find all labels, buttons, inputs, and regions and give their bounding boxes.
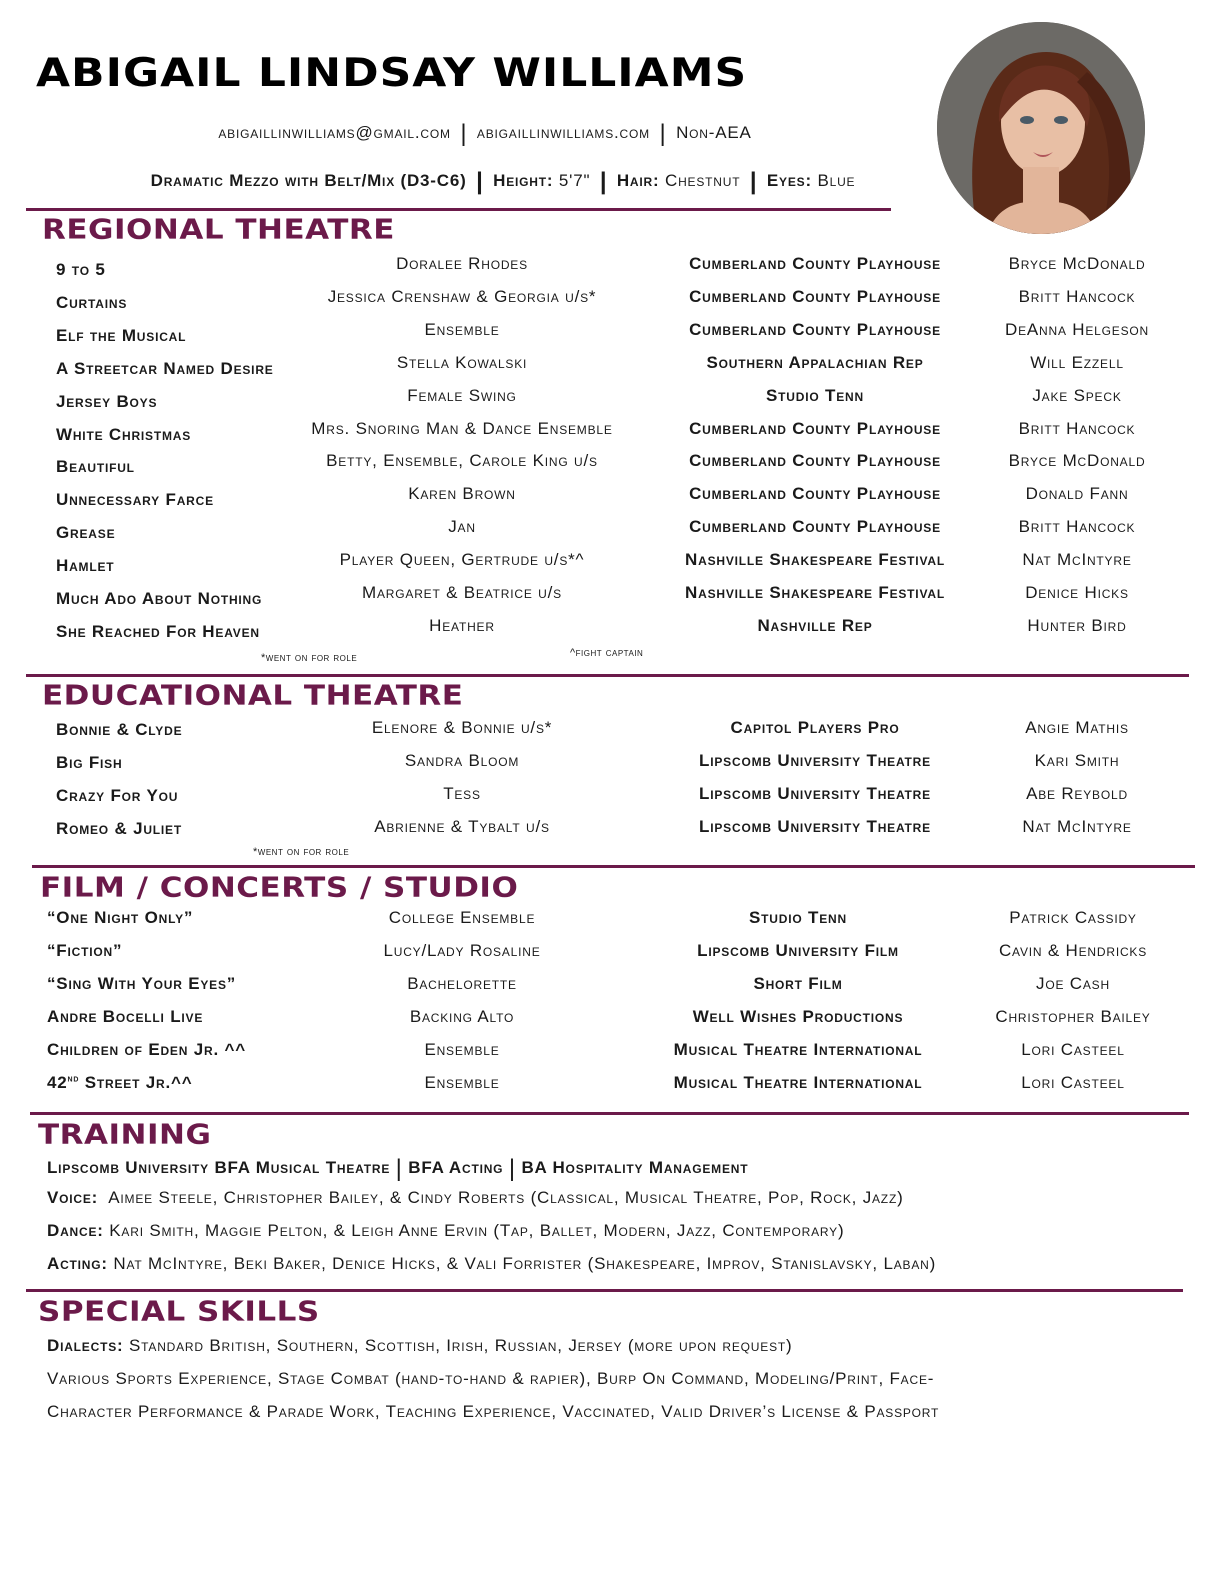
credit-venue: Cumberland County Playhouse xyxy=(689,484,941,504)
dance-teachers: Kari Smith, Maggie Pelton, & Leigh Anne Ervin (Tap, Ballet, Modern, Jazz, Contemporary) xyxy=(109,1221,845,1240)
credit-role: Jan xyxy=(448,517,476,537)
credit-director: Lori Casteel xyxy=(1021,1072,1125,1092)
credit-venue: Cumberland County Playhouse xyxy=(689,286,941,306)
dialects-label: Dialects: xyxy=(47,1336,124,1355)
footnote-went-on: *went on for role xyxy=(261,652,358,664)
hair-value: Chestnut xyxy=(665,171,741,190)
credit-row xyxy=(0,583,1216,611)
training-acting xyxy=(47,1254,936,1274)
credit-venue: Studio Tenn xyxy=(749,908,847,927)
credit-show-number: 42 xyxy=(47,1072,68,1092)
credit-show: Elf the Musical xyxy=(56,325,187,345)
height-label: Height: xyxy=(493,171,554,190)
credit-director: Will Ezzell xyxy=(1030,352,1124,372)
credit-show: Curtains xyxy=(56,292,128,312)
credit-director: Joe Cash xyxy=(1036,973,1110,993)
stats-line xyxy=(38,168,968,196)
credit-director: Cavin & Hendricks xyxy=(998,940,1148,960)
credit-venue: Cumberland County Playhouse xyxy=(689,319,941,339)
credit-director: Kari Smith xyxy=(1034,750,1120,770)
credit-row xyxy=(0,320,1216,348)
credit-row xyxy=(0,908,1216,936)
credit-role: Ensemble xyxy=(424,1039,500,1059)
credit-row xyxy=(0,784,1216,812)
credit-role: Sandra Bloom xyxy=(404,750,520,770)
credit-director: Christopher Bailey xyxy=(995,1006,1151,1026)
footnote-fight-captain: ^fight captain xyxy=(570,647,644,659)
credit-director: Jake Speck xyxy=(1032,385,1122,405)
voice-type: Dramatic Mezzo with Belt/Mix (D3-C6) xyxy=(150,171,467,190)
credit-role: Doralee Rhodes xyxy=(396,254,528,273)
divider xyxy=(30,1112,1189,1115)
credit-row xyxy=(0,451,1216,479)
credit-show: Romeo & Juliet xyxy=(56,818,182,838)
credit-show-rest: Street Jr.^^ xyxy=(79,1072,193,1092)
website[interactable]: abigaillinwilliams.com xyxy=(476,123,650,142)
credit-row xyxy=(0,254,1216,282)
credit-venue: Musical Theatre International xyxy=(673,1039,923,1059)
credit-role: Ensemble xyxy=(424,319,500,339)
credit-show: Children of Eden Jr. ^^ xyxy=(47,1039,246,1059)
voice-teachers: Aimee Steele, Christopher Bailey, & Cindy Roberts (Classical, Musical Theatre, Pop, Rock, Jazz) xyxy=(108,1188,904,1207)
credit-venue: Lipscomb University Theatre xyxy=(699,750,931,770)
credit-row xyxy=(0,718,1216,746)
credit-row xyxy=(0,1073,1216,1101)
acting-teachers: Nat McIntyre, Beki Baker, Denice Hicks, & Vali Forrister (Shakespeare, Improv, Stanislavsky, Laban) xyxy=(113,1254,937,1273)
separator: | xyxy=(659,120,667,147)
credit-show: “One Night Only” xyxy=(47,908,194,927)
credit-director: Britt Hancock xyxy=(1018,418,1136,438)
credit-venue: Lipscomb University Theatre xyxy=(699,783,931,803)
credit-show: Jersey Boys xyxy=(56,391,158,411)
separator: | xyxy=(460,120,468,147)
credit-row xyxy=(0,484,1216,512)
credit-director: Denice Hicks xyxy=(1025,583,1129,602)
footnote-went-on: *went on for role xyxy=(253,846,350,858)
credit-director: DeAnna Helgeson xyxy=(1005,319,1149,339)
divider xyxy=(26,1289,1183,1292)
credit-show: She Reached For Heaven xyxy=(56,621,260,641)
hair-label: Hair: xyxy=(616,171,660,190)
credit-role: College Ensemble xyxy=(388,908,536,927)
divider xyxy=(26,208,891,211)
email[interactable]: abigaillinwilliams@gmail.com xyxy=(218,123,451,142)
contact-line xyxy=(0,120,970,148)
credit-venue: Musical Theatre International xyxy=(673,1072,923,1092)
credit-role: Ensemble xyxy=(424,1072,500,1092)
credit-director: Nat McIntyre xyxy=(1022,816,1132,836)
credit-role: Player Queen, Gertrude u/s*^ xyxy=(339,550,585,570)
degree-musical-theatre: Lipscomb University BFA Musical Theatre xyxy=(47,1158,391,1177)
credit-venue: Studio Tenn xyxy=(766,385,864,405)
acting-label: Acting: xyxy=(47,1254,108,1273)
credit-venue: Lipscomb University Theatre xyxy=(699,816,931,836)
credit-venue: Short Film xyxy=(753,973,843,993)
credit-venue: Nashville Shakespeare Festival xyxy=(685,550,945,570)
credit-row xyxy=(0,1007,1216,1035)
film-heading: FILM / CONCERTS / STUDIO xyxy=(40,872,519,904)
training-voice xyxy=(47,1188,904,1208)
credit-director: Abe Reybold xyxy=(1026,783,1128,803)
skills-line-3: Character Performance & Parade Work, Teaching Experience, Vaccinated, Valid Driver’s License & Passport xyxy=(47,1402,940,1421)
credit-row xyxy=(0,974,1216,1002)
actor-name: ABIGAIL LINDSAY WILLIAMS xyxy=(36,50,748,96)
credit-show: White Christmas xyxy=(56,424,192,444)
credit-venue: Well Wishes Productions xyxy=(692,1006,904,1026)
dance-label: Dance: xyxy=(47,1221,104,1240)
credit-role: Betty, Ensemble, Carole King u/s xyxy=(326,451,598,471)
credit-director: Patrick Cassidy xyxy=(1009,908,1137,927)
credit-show: Much Ado About Nothing xyxy=(56,589,263,608)
credit-show: 9 to 5 xyxy=(56,260,106,279)
credit-role: Margaret & Beatrice u/s xyxy=(362,583,562,602)
credit-show: A Streetcar Named Desire xyxy=(56,358,274,378)
credit-venue: Southern Appalachian Rep xyxy=(706,352,924,372)
headshot-photo xyxy=(937,22,1145,234)
credit-venue: Nashville Shakespeare Festival xyxy=(685,583,945,602)
credit-director: Bryce McDonald xyxy=(1008,451,1146,471)
skills-dialects xyxy=(47,1336,792,1356)
voice-label: Voice: xyxy=(47,1188,99,1207)
credit-role: Bachelorette xyxy=(407,973,517,993)
headshot-image xyxy=(937,22,1145,234)
separator: | xyxy=(395,1155,403,1182)
training-dance xyxy=(47,1221,844,1241)
skills-heading: SPECIAL SKILLS xyxy=(38,1296,320,1328)
credit-show: Grease xyxy=(56,523,116,543)
credit-role: Abrienne & Tybalt u/s xyxy=(374,816,550,836)
height-value: 5'7" xyxy=(558,171,591,190)
separator: | xyxy=(599,168,608,195)
separator: | xyxy=(508,1155,516,1182)
training-heading: TRAINING xyxy=(38,1119,212,1151)
credit-role: Female Swing xyxy=(407,385,517,405)
divider xyxy=(26,674,1189,677)
union-status: Non-AEA xyxy=(676,123,752,142)
credit-venue: Cumberland County Playhouse xyxy=(689,451,941,471)
credit-show: Beautiful xyxy=(56,457,135,477)
credit-venue: Capitol Players Pro xyxy=(730,718,900,737)
regional-heading: REGIONAL THEATRE xyxy=(42,214,395,246)
credit-role: Stella Kowalski xyxy=(396,352,528,372)
credit-show: “Fiction” xyxy=(47,940,123,960)
training-degrees xyxy=(47,1155,748,1183)
credit-venue: Cumberland County Playhouse xyxy=(689,254,941,273)
eyes-label: Eyes: xyxy=(766,171,812,190)
credit-show xyxy=(47,1073,192,1093)
credit-row xyxy=(0,353,1216,381)
credit-role: Lucy/Lady Rosaline xyxy=(383,940,541,960)
credit-row xyxy=(0,1040,1216,1068)
credit-show: Hamlet xyxy=(56,556,115,576)
credit-director: Nat McIntyre xyxy=(1022,550,1132,570)
credit-show: Unnecessary Farce xyxy=(56,490,214,510)
credit-show: “Sing With Your Eyes” xyxy=(47,973,237,993)
degree-acting: BFA Acting xyxy=(408,1158,504,1177)
credit-role: Elenore & Bonnie u/s* xyxy=(371,718,553,737)
educational-heading: EDUCATIONAL THEATRE xyxy=(42,680,464,712)
credit-director: Donald Fann xyxy=(1025,484,1129,504)
credit-director: Hunter Bird xyxy=(1027,615,1127,635)
dialects-list: Standard British, Southern, Scottish, Irish, Russian, Jersey (more upon request) xyxy=(129,1336,793,1355)
credit-director: Lori Casteel xyxy=(1021,1039,1125,1059)
credit-director: Angie Mathis xyxy=(1025,718,1129,737)
credit-show: Bonnie & Clyde xyxy=(56,720,183,739)
credit-row xyxy=(0,287,1216,315)
credit-row xyxy=(0,941,1216,969)
credit-role: Karen Brown xyxy=(408,484,516,504)
credit-role: Mrs. Snoring Man & Dance Ensemble xyxy=(311,418,613,438)
credit-row xyxy=(0,817,1216,845)
skills-line-2: Various Sports Experience, Stage Combat (hand-to-hand & rapier), Burp On Command, Modeling/Print, Face- xyxy=(47,1369,935,1388)
divider xyxy=(32,865,1195,868)
credit-venue: Nashville Rep xyxy=(757,615,873,635)
credit-row xyxy=(0,616,1216,644)
credit-row xyxy=(0,517,1216,545)
credit-role: Tess xyxy=(443,783,481,803)
credit-role: Heather xyxy=(429,615,495,635)
credit-director: Britt Hancock xyxy=(1018,517,1136,537)
credit-venue: Cumberland County Playhouse xyxy=(689,418,941,438)
credit-show: Andre Bocelli Live xyxy=(47,1006,204,1026)
separator: | xyxy=(749,168,758,195)
credit-venue: Cumberland County Playhouse xyxy=(689,517,941,537)
credit-venue: Lipscomb University Film xyxy=(697,940,899,960)
credit-row xyxy=(0,386,1216,414)
credit-show: Big Fish xyxy=(56,752,123,772)
credit-director: Bryce McDonald xyxy=(1008,254,1146,273)
degree-hospitality: BA Hospitality Management xyxy=(521,1158,749,1177)
credit-role: Jessica Crenshaw & Georgia u/s* xyxy=(327,286,597,306)
credit-row xyxy=(0,550,1216,578)
credit-show: Crazy For You xyxy=(56,785,179,805)
separator: | xyxy=(476,168,484,195)
credit-show-superscript: nd xyxy=(67,1072,80,1084)
credit-row xyxy=(0,751,1216,779)
credit-role: Backing Alto xyxy=(409,1006,515,1026)
credit-director: Britt Hancock xyxy=(1018,286,1136,306)
credit-row xyxy=(0,419,1216,447)
eyes-value: Blue xyxy=(817,171,856,190)
